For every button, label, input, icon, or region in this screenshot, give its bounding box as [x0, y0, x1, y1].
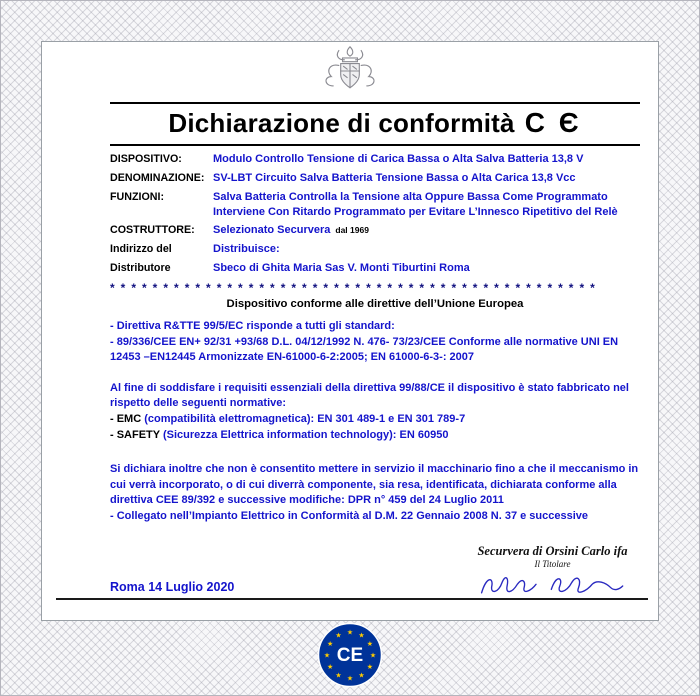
svg-text:★: ★ [335, 671, 342, 680]
field-row-costruttore [110, 223, 640, 238]
svg-text:★: ★ [335, 631, 342, 640]
denominazione-value: SV-LBT Circuito Salva Batteria Tensione Bassa o Alta Carica 13,8 Vcc [213, 171, 576, 184]
distribuisce-value: Distribuisce: [213, 243, 280, 256]
funzioni-label: FUNZIONI: [110, 190, 165, 203]
emc-line [110, 412, 640, 428]
svg-text:★: ★ [326, 640, 334, 648]
costruttore-label: COSTRUTTORE: [110, 224, 195, 237]
signature-block [455, 544, 650, 608]
field-row-dispositivo [110, 152, 640, 167]
signature-name: Securvera di Orsini Carlo ifa [477, 544, 628, 558]
indirizzo-label-line1: Indirizzo del [110, 243, 172, 256]
standards-paragraph [110, 319, 640, 366]
declaration-line2: - Collegato nell’Impianto Elettrico in Conformità al D.M. 22 Gennaio 2008 N. 37 e successive [110, 510, 589, 522]
ce-mark: C Є [524, 107, 582, 138]
dispositivo-label: DISPOSITIVO: [110, 153, 182, 165]
declaration-text: Si dichiara inoltre che non è consentito mettere in servizio il macchinario fino a che il meccanismo in cui verrà incorporato, o di cui diverrà componente, sia resa, identificata, dichiarata conforme alla direttiva CEE 89/392 e successive modifiche: DPR n° 459 del 24 Luglio 2011 [110, 463, 639, 507]
svg-text:★: ★ [323, 651, 331, 660]
field-row-indirizzo-2 [110, 261, 640, 276]
svg-text:★: ★ [346, 674, 354, 683]
signature-role: Il Titolare [534, 559, 571, 569]
ce-emblem-text: CE [336, 645, 364, 666]
field-row-indirizzo-1 [110, 242, 640, 257]
stars-separator: ********************************************** [110, 280, 601, 295]
declaration-paragraph [110, 462, 640, 524]
safety-line [110, 428, 640, 444]
svg-text:★: ★ [346, 628, 354, 637]
svg-text:★: ★ [358, 631, 365, 640]
svg-text:★: ★ [369, 651, 377, 660]
title-block [110, 102, 640, 146]
fabrication-paragraph [110, 381, 640, 443]
certificate-panel [41, 41, 659, 621]
fields-section [110, 152, 640, 276]
heraldic-crest [60, 44, 640, 100]
field-row-funzioni [110, 190, 640, 220]
svg-text:★: ★ [366, 663, 374, 671]
svg-text:★: ★ [366, 640, 374, 648]
costruttore-suffix: dal 1969 [335, 225, 369, 236]
costruttore-value-text: Selezionato Securvera [213, 224, 331, 237]
emc-label: - EMC [110, 412, 142, 425]
date-place: Roma 14 Luglio 2020 [110, 580, 235, 594]
crest-icon [308, 44, 392, 98]
distributore-value: Sbeco di Ghita Maria Sas V. Monti Tiburtini Roma [213, 262, 470, 275]
safety-text: (Sicurezza Elettrica information technology): EN 60950 [162, 428, 449, 441]
indirizzo-label-line2: Distributore [110, 262, 171, 275]
dispositivo-value: Modulo Controllo Tensione di Carica Bassa o Alta Salva Batteria 13,8 V [213, 153, 584, 165]
svg-text:★: ★ [326, 663, 334, 671]
emc-text: (compatibilità elettromagnetica): EN 301 489-1 e EN 301 789-7 [144, 412, 466, 425]
standards-line1: - Direttiva R&TTE 99/5/EC risponde a tutti gli standard: [110, 319, 395, 332]
funzioni-value: Salva Batteria Controlla la Tensione alta Oppure Bassa Come Programmato Interviene Con Ritardo Programmato per Evitare L’Innesco Ripetitivo del Relè [213, 190, 618, 218]
costruttore-value [213, 223, 640, 238]
document-title: Dichiarazione di conformità [168, 108, 515, 138]
eu-conformity-heading: Dispositivo conforme alle direttive dell’Unione Europea [226, 297, 524, 310]
fabrication-intro: Al fine di soddisfare i requisiti essenziali della direttiva 99/88/CE il dispositivo è stato fabbricato nel rispetto delle seguenti normative: [110, 381, 629, 410]
eu-ce-emblem-icon [317, 622, 383, 688]
svg-text:★: ★ [358, 671, 365, 680]
signature-scribble [463, 569, 643, 603]
eu-ce-emblem [317, 622, 383, 693]
denominazione-label: DENOMINAZIONE: [110, 171, 205, 184]
safety-label: - SAFETY [110, 428, 160, 441]
standards-line2: - 89/336/CEE EN+ 92/31 +93/68 D.L. 04/12/1992 N. 476- 73/23/CEE Conforme alle normative UNI EN 12453 –EN12445 Armonizzate EN-61000-6-2:2005; EN 61000-6-3-: 2007 [110, 335, 619, 364]
field-row-denominazione [110, 171, 640, 186]
